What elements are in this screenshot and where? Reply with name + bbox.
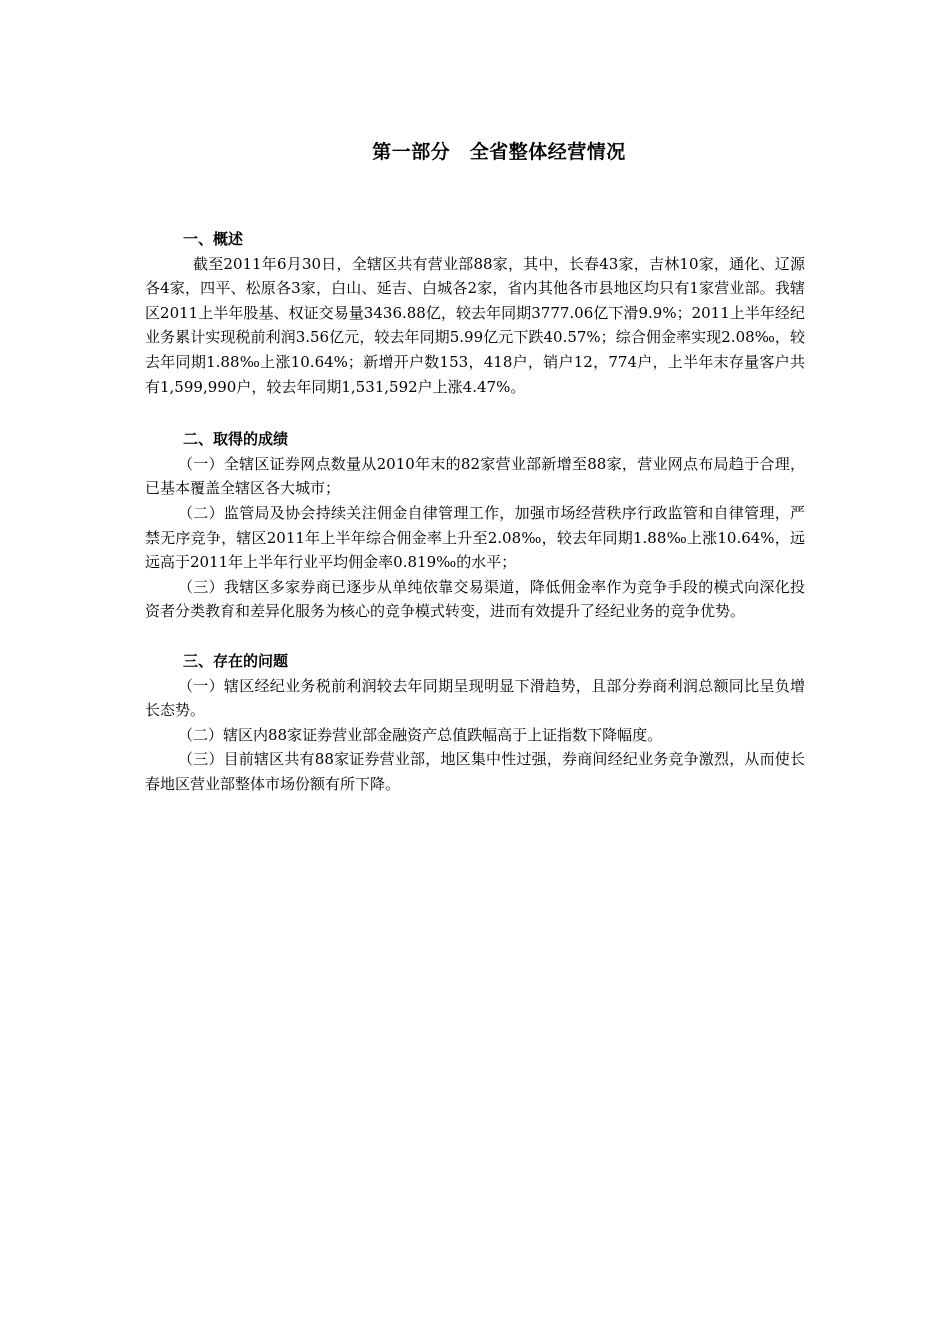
section-heading: 三、存在的问题 [183,651,289,670]
paragraph: 截至2011年6月30日，全辖区共有营业部88家，其中，长春43家，吉林10家，通化、辽源各4家，四平、松原各3家，白山、延吉、白城各2家，省内其他各市县地区均只有1家营业部。我辖区2011上半年股基、权证交易量3436.88亿，较去年同期3777.06亿下滑9.9%；2011上半年经纪业务累计实现税前利润3.56亿元，较去年同期5.99亿元下跌40.57%；综合佣金率实现2.08‰，较去年同期1.88‰上涨10.64%；新增开户数153，418户，销户12，774户，上半年末存量客户共有1,599,990户，较去年同期1,531,592户上涨4.47%。 [145,254,805,396]
paragraph: （三）我辖区多家券商已逐步从单纯依靠交易渠道，降低佣金率作为竞争手段的模式向深化投资者分类教育和差异化服务为核心的竞争模式转变，进而有效提升了经纪业务的竞争优势。 [145,577,805,621]
paragraph: （一）辖区经纪业务税前利润较去年同期呈现明显下滑趋势，且部分券商利润总额同比呈负增长态势。 [145,676,805,720]
paragraph: （一）全辖区证券网点数量从2010年末的82家营业部新增至88家，营业网点布局趋于合理，已基本覆盖全辖区各大城市； [145,454,805,498]
document-body [145,227,805,796]
paragraph: （三）目前辖区共有88家证券营业部，地区集中性过强，券商间经纪业务竞争激烈，从而使长春地区营业部整体市场份额有所下降。 [145,750,805,793]
section-overview [145,227,805,399]
page-title: 第一部分 全省整体经营情况 [372,141,626,163]
paragraph: （二）辖区内88家证券营业部金融资产总值跌幅高于上证指数下降幅度。 [178,725,663,744]
section-achievements [145,427,805,624]
paragraph: （二）监管局及协会持续关注佣金自律管理工作，加强市场经营秩序行政监管和自律管理，严禁无序竞争，辖区2011年上半年综合佣金率上升至2.08‰，较去年同期1.88‰上涨10.64%，远远高于2011年上半年行业平均佣金率0.819‰的水平； [145,503,805,572]
section-heading: 一、概述 [183,230,244,248]
section-problems [145,649,805,797]
section-heading: 二、取得的成绩 [183,430,289,449]
